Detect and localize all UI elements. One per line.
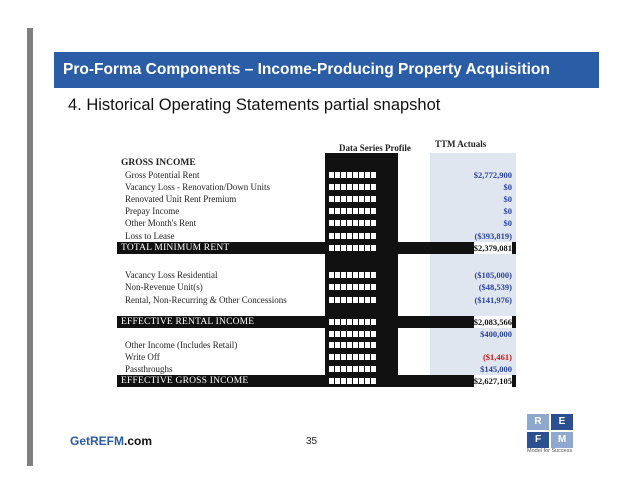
profile-marker [329, 220, 334, 226]
total-row [117, 375, 516, 387]
profile-marker [365, 319, 370, 325]
profile-marker [353, 331, 358, 337]
profile-marker [335, 220, 340, 226]
profile-marker [341, 208, 346, 214]
operating-statement-snapshot [117, 133, 516, 386]
row-value: ($393,819) [474, 231, 512, 241]
profile-marker [371, 366, 376, 372]
profile-marker [335, 378, 340, 384]
row-value: $2,772,900 [473, 170, 512, 180]
profile-marker [335, 354, 340, 360]
slide-title: Pro-Forma Components – Income-Producing Property Acquisition [54, 52, 599, 88]
profile-marker [341, 297, 346, 303]
profile-marker [353, 319, 358, 325]
profile-marker [329, 196, 334, 202]
row-value: ($105,000) [474, 270, 512, 280]
row-value: $2,379,081 [473, 243, 512, 253]
profile-marker [353, 196, 358, 202]
statement-row [117, 169, 516, 181]
profile-marker [347, 378, 352, 384]
profile-marker [359, 331, 364, 337]
profile-markers [329, 297, 376, 305]
profile-marker [335, 319, 340, 325]
profile-marker [329, 342, 334, 348]
profile-marker [359, 319, 364, 325]
profile-marker [347, 196, 352, 202]
row-label: TOTAL MINIMUM RENT [121, 243, 230, 253]
profile-marker [347, 354, 352, 360]
refm-logo [527, 414, 573, 448]
profile-marker [347, 184, 352, 190]
profile-marker [335, 366, 340, 372]
profile-marker [341, 331, 346, 337]
profile-marker [371, 196, 376, 202]
profile-marker [353, 172, 358, 178]
row-label: Other Month's Rent [125, 218, 197, 228]
profile-marker [371, 378, 376, 384]
profile-marker [347, 233, 352, 239]
profile-marker [359, 196, 364, 202]
profile-marker [359, 208, 364, 214]
footer-brand-suffix: .com [124, 434, 153, 448]
statement-row [117, 281, 516, 293]
statement-row [117, 294, 516, 306]
profile-marker [347, 331, 352, 337]
profile-marker [365, 378, 370, 384]
row-label: EFFECTIVE RENTAL INCOME [121, 317, 255, 327]
footer-brand-name: GetREFM [70, 434, 124, 448]
profile-marker [371, 331, 376, 337]
profile-marker [347, 366, 352, 372]
left-vertical-rule [27, 28, 33, 466]
row-label: Passthroughs [125, 364, 173, 374]
statement-row [117, 230, 516, 242]
profile-marker [341, 196, 346, 202]
profile-marker [335, 172, 340, 178]
statement-row [117, 363, 516, 375]
profile-marker [359, 342, 364, 348]
profile-marker [329, 184, 334, 190]
statement-row [117, 339, 516, 351]
profile-marker [347, 297, 352, 303]
statement-row [117, 157, 516, 169]
profile-markers [329, 319, 376, 327]
profile-marker [335, 272, 340, 278]
profile-markers [329, 208, 376, 216]
profile-marker [341, 172, 346, 178]
profile-marker [359, 378, 364, 384]
row-label: Non-Revenue Unit(s) [125, 282, 203, 292]
ttm-column-header: TTM Actuals [435, 139, 487, 149]
profile-marker [347, 208, 352, 214]
profile-marker [353, 297, 358, 303]
total-row [117, 242, 516, 254]
profile-marker [329, 172, 334, 178]
statement-row [117, 351, 516, 363]
row-label: Gross Potential Rent [125, 170, 200, 180]
profile-marker [329, 366, 334, 372]
profile-marker [371, 208, 376, 214]
statement-row [117, 181, 516, 193]
statement-row [117, 193, 516, 205]
profile-marker [335, 184, 340, 190]
row-label: Renovated Unit Rent Premium [125, 194, 237, 204]
profile-marker [353, 354, 358, 360]
profile-marker [347, 342, 352, 348]
profile-marker [359, 184, 364, 190]
profile-marker [371, 284, 376, 290]
profile-marker [329, 245, 334, 251]
row-label: Write Off [125, 352, 160, 362]
profile-markers [329, 233, 376, 241]
profile-markers [329, 378, 376, 386]
profile-marker [347, 284, 352, 290]
row-label: Rental, Non-Recurring & Other Concessions [125, 295, 287, 305]
profile-marker [347, 220, 352, 226]
profile-marker [341, 220, 346, 226]
profile-markers [329, 331, 376, 339]
profile-marker [341, 284, 346, 290]
profile-marker [365, 354, 370, 360]
profile-marker [329, 208, 334, 214]
profile-marker [359, 233, 364, 239]
profile-column-header: Data Series Profile [339, 143, 411, 153]
profile-marker [371, 319, 376, 325]
row-value: ($1,461) [482, 352, 512, 362]
profile-marker [341, 354, 346, 360]
statement-row [117, 217, 516, 229]
profile-marker [353, 284, 358, 290]
profile-marker [341, 272, 346, 278]
row-label: Other Income (Includes Retail) [125, 340, 238, 350]
profile-markers [329, 366, 376, 374]
profile-marker [329, 297, 334, 303]
profile-markers [329, 245, 376, 253]
row-value: ($141,976) [474, 295, 512, 305]
row-value: $0 [503, 218, 512, 228]
profile-marker [371, 354, 376, 360]
page-number: 35 [306, 436, 318, 447]
profile-marker [365, 284, 370, 290]
profile-marker [371, 184, 376, 190]
logo-cell-r: R [527, 414, 549, 430]
profile-marker [329, 233, 334, 239]
profile-marker [347, 172, 352, 178]
profile-marker [329, 272, 334, 278]
row-value: $0 [503, 206, 512, 216]
row-value: $2,627,105 [473, 376, 512, 386]
logo-cell-e: E [551, 414, 573, 430]
profile-marker [329, 284, 334, 290]
profile-marker [371, 342, 376, 348]
profile-marker [353, 220, 358, 226]
profile-marker [359, 172, 364, 178]
profile-marker [347, 319, 352, 325]
profile-marker [329, 378, 334, 384]
profile-marker [365, 172, 370, 178]
profile-marker [353, 378, 358, 384]
profile-marker [359, 354, 364, 360]
profile-marker [359, 297, 364, 303]
row-label: Vacancy Loss Residential [125, 270, 218, 280]
profile-marker [365, 184, 370, 190]
profile-marker [341, 378, 346, 384]
profile-marker [371, 245, 376, 251]
logo-tagline: Model for Success [527, 448, 573, 454]
profile-marker [329, 319, 334, 325]
profile-marker [365, 331, 370, 337]
profile-marker [353, 184, 358, 190]
row-label: Prepay Income [125, 206, 180, 216]
row-value: $2,083,566 [473, 317, 512, 327]
profile-marker [365, 297, 370, 303]
row-label: EFFECTIVE GROSS INCOME [121, 376, 249, 386]
profile-marker [371, 220, 376, 226]
profile-marker [347, 245, 352, 251]
logo-cell-f: F [527, 432, 549, 448]
profile-marker [335, 284, 340, 290]
profile-marker [335, 342, 340, 348]
profile-marker [371, 297, 376, 303]
profile-marker [353, 366, 358, 372]
logo-cell-m: M [551, 432, 573, 448]
total-row [117, 316, 516, 328]
profile-markers [329, 284, 376, 292]
profile-marker [365, 366, 370, 372]
profile-marker [341, 245, 346, 251]
profile-marker [335, 245, 340, 251]
row-value: $0 [503, 182, 512, 192]
profile-marker [353, 208, 358, 214]
profile-marker [353, 233, 358, 239]
profile-marker [329, 354, 334, 360]
profile-marker [359, 220, 364, 226]
profile-marker [365, 220, 370, 226]
profile-marker [359, 272, 364, 278]
profile-markers [329, 342, 376, 350]
profile-marker [335, 208, 340, 214]
row-value: $145,000 [480, 364, 512, 374]
profile-marker [371, 272, 376, 278]
row-value: $400,000 [480, 329, 512, 339]
profile-marker [371, 172, 376, 178]
profile-marker [341, 184, 346, 190]
row-value: ($48,539) [478, 282, 512, 292]
profile-marker [365, 272, 370, 278]
profile-marker [347, 272, 352, 278]
profile-marker [365, 196, 370, 202]
profile-marker [365, 208, 370, 214]
row-label: Loss to Lease [125, 231, 175, 241]
profile-markers [329, 354, 376, 362]
profile-marker [365, 342, 370, 348]
profile-marker [365, 233, 370, 239]
profile-markers [329, 272, 376, 280]
profile-marker [335, 196, 340, 202]
footer-brand[interactable] [70, 434, 152, 448]
profile-marker [353, 272, 358, 278]
profile-marker [341, 366, 346, 372]
row-label: GROSS INCOME [121, 158, 196, 168]
profile-marker [341, 342, 346, 348]
profile-marker [359, 245, 364, 251]
profile-marker [329, 331, 334, 337]
profile-marker [359, 366, 364, 372]
profile-markers [329, 172, 376, 180]
profile-marker [353, 342, 358, 348]
slide-subtitle: 4. Historical Operating Statements partial snapshot [68, 96, 441, 114]
profile-marker [341, 319, 346, 325]
profile-marker [359, 284, 364, 290]
profile-marker [365, 245, 370, 251]
profile-markers [329, 184, 376, 192]
statement-row [117, 269, 516, 281]
profile-marker [353, 245, 358, 251]
profile-markers [329, 196, 376, 204]
row-label: Vacancy Loss - Renovation/Down Units [125, 182, 270, 192]
profile-marker [341, 233, 346, 239]
profile-marker [335, 233, 340, 239]
profile-marker [371, 233, 376, 239]
row-value: $0 [503, 194, 512, 204]
profile-markers [329, 220, 376, 228]
profile-marker [335, 297, 340, 303]
statement-row [117, 205, 516, 217]
profile-marker [335, 331, 340, 337]
